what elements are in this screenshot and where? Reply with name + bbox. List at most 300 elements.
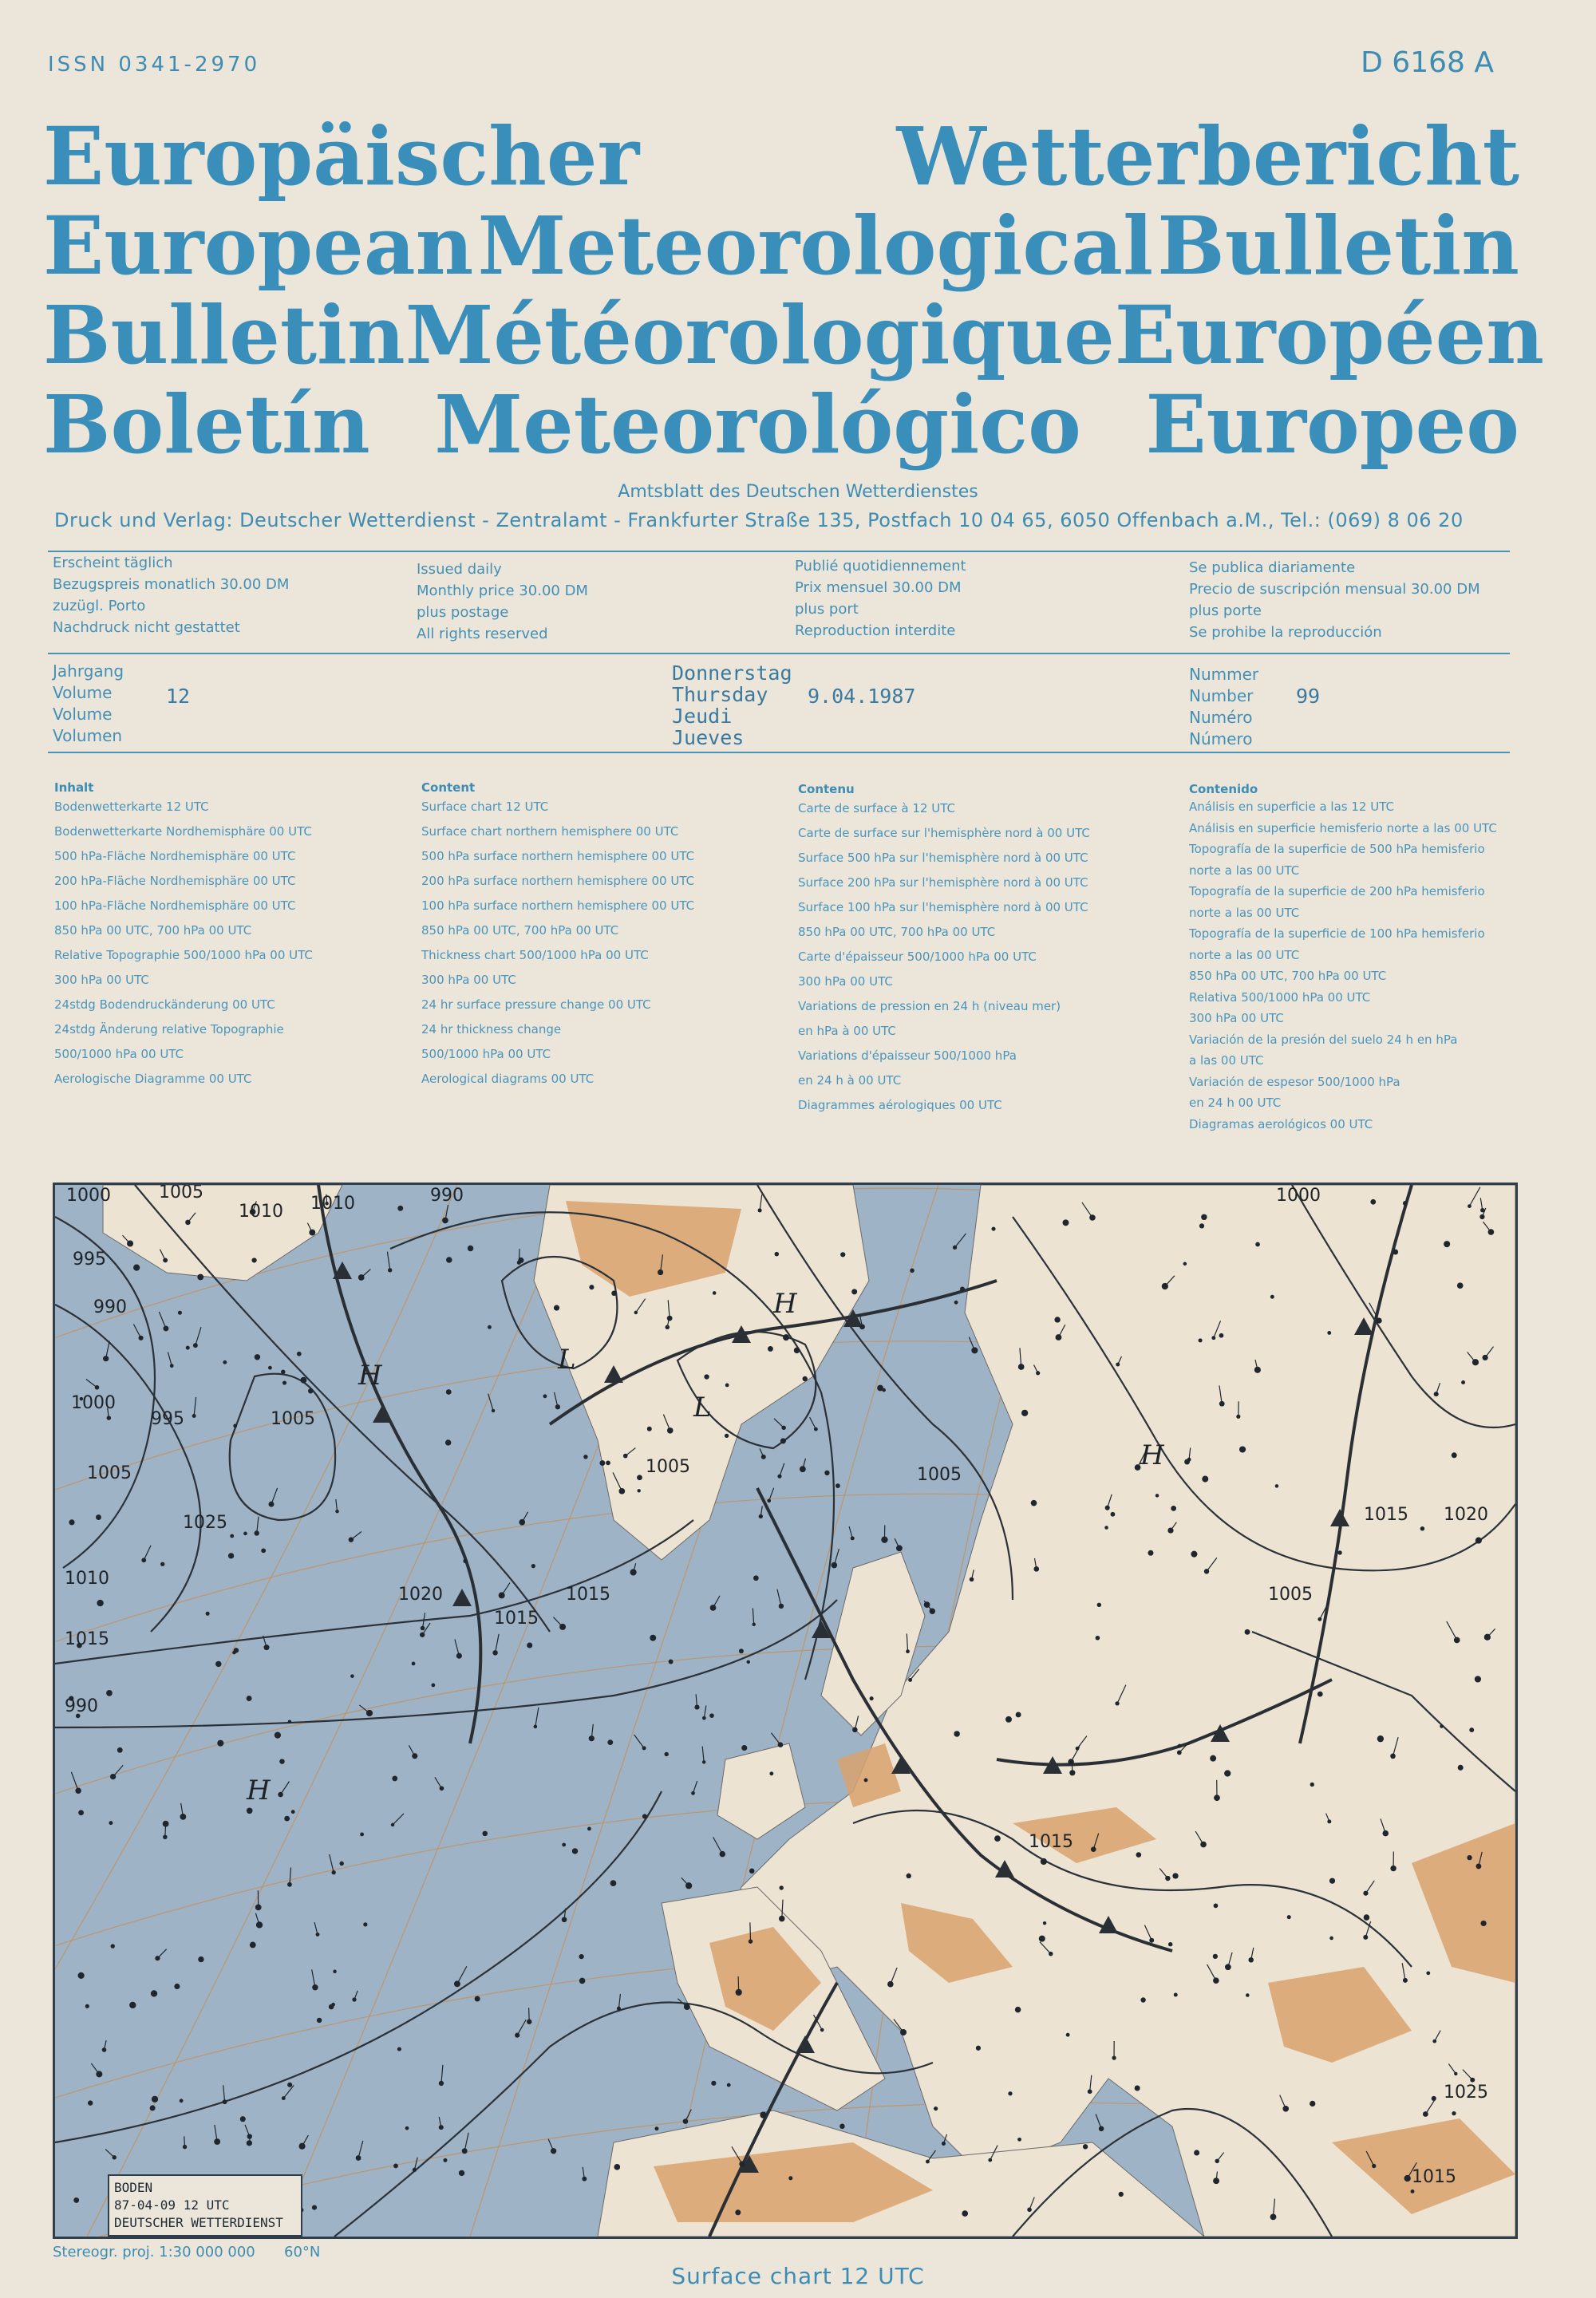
- wind-barb: [393, 1814, 404, 1825]
- station-marker: [261, 1548, 266, 1553]
- station-marker: [1214, 1904, 1219, 1909]
- station-marker: [233, 1424, 237, 1428]
- title-word: Wetterbericht: [896, 109, 1519, 203]
- station-marker: [761, 1455, 766, 1459]
- contents-item: 500 hPa surface northern hemisphere 00 UTC: [421, 849, 695, 863]
- surface-weather-map: [53, 1183, 1518, 2239]
- station-marker: [356, 2155, 361, 2161]
- station-marker: [519, 1519, 525, 1526]
- station-marker: [725, 1384, 729, 1388]
- pressure-center-label: H: [773, 1288, 797, 1320]
- publisher-line: Druck und Verlag: Deutscher Wetterdienst - Zentralamt - Frankfurter Straße 135, Postfach 10 04 65, 6050 Offenbach a.M., Tel.: (069) 8 06 20: [54, 509, 1464, 531]
- station-marker: [665, 1752, 669, 1756]
- station-marker: [562, 1843, 566, 1847]
- station-marker: [360, 1832, 364, 1836]
- info-line: Publié quotidiennement: [795, 558, 966, 574]
- number-label: Numéro: [1189, 708, 1253, 727]
- contents-item: 24 hr surface pressure change 00 UTC: [421, 997, 651, 1012]
- station-marker: [329, 2004, 334, 2010]
- isobar-label: 1020: [398, 1585, 443, 1605]
- station-marker: [954, 1731, 959, 1736]
- station-marker: [1015, 2007, 1021, 2013]
- contents-item: Variación de la presión del suelo 24 h en hPa: [1189, 1032, 1458, 1047]
- title-word: Météorologique: [405, 288, 1115, 382]
- station-marker: [75, 1787, 81, 1793]
- station-marker: [73, 2197, 79, 2203]
- station-marker: [1444, 1241, 1450, 1247]
- station-marker: [109, 1821, 113, 1825]
- front-symbol: [373, 1405, 392, 1423]
- station-marker: [976, 2046, 981, 2051]
- masthead-titles: [43, 109, 1544, 472]
- station-marker: [777, 1475, 781, 1479]
- contents-item: en 24 h à 00 UTC: [798, 1073, 902, 1088]
- wind-barb: [86, 1380, 97, 1388]
- station-marker: [1200, 1842, 1207, 1848]
- station-marker: [393, 2164, 398, 2169]
- contents-item: Diagramas aerológicos 00 UTC: [1189, 1116, 1373, 1131]
- station-marker: [228, 1553, 234, 1558]
- contents-heading: Contenu: [798, 782, 855, 796]
- contents-item: 850 hPa 00 UTC, 700 hPa 00 UTC: [798, 925, 996, 939]
- wind-barb: [105, 2150, 114, 2158]
- station-marker: [669, 1660, 674, 1664]
- station-marker: [1458, 1765, 1464, 1771]
- contents-item: Relative Topographie 500/1000 hPa 00 UTC: [54, 948, 313, 962]
- station-marker: [647, 1427, 652, 1431]
- issn-number: ISSN 0341-2970: [48, 53, 261, 77]
- info-line: Precio de suscripción mensual 30.00 DM: [1189, 581, 1480, 598]
- station-marker: [1337, 1550, 1341, 1554]
- wind-barb: [330, 1854, 334, 1873]
- contents-item: norte a las 00 UTC: [1189, 863, 1300, 878]
- isobar-label: 1005: [917, 1465, 962, 1485]
- station-marker: [180, 2099, 184, 2103]
- wind-barb: [359, 1705, 369, 1713]
- station-marker: [1119, 2192, 1124, 2197]
- volume-label: Volume: [53, 683, 113, 702]
- wind-barb: [361, 1269, 371, 1277]
- station-marker: [1135, 2086, 1140, 2091]
- contents-item: 300 hPa 00 UTC: [421, 973, 516, 987]
- station-marker: [282, 1380, 286, 1384]
- station-marker: [638, 1489, 641, 1492]
- station-marker: [882, 1388, 886, 1392]
- station-marker: [1476, 1538, 1482, 1544]
- station-marker: [247, 1696, 252, 1701]
- station-marker: [1168, 1942, 1172, 1946]
- station-marker: [178, 1311, 182, 1315]
- wind-barb: [283, 2085, 294, 2098]
- station-marker: [397, 1206, 403, 1211]
- station-marker: [747, 1660, 750, 1664]
- station-marker: [1171, 1506, 1176, 1511]
- station-marker: [1452, 1452, 1457, 1458]
- station-marker: [1104, 1526, 1108, 1530]
- isobar-line: [230, 1374, 335, 1520]
- station-marker: [1219, 1333, 1224, 1338]
- contents-item: Aerologische Diagramme 00 UTC: [54, 1072, 252, 1086]
- station-marker: [727, 2083, 731, 2087]
- number-label: Número: [1189, 729, 1253, 748]
- wind-barb: [281, 1782, 290, 1795]
- station-marker: [637, 1475, 642, 1480]
- station-marker: [234, 1648, 239, 1652]
- isobar-label: 995: [73, 1250, 106, 1269]
- contents-item: 24stdg Änderung relative Topographie: [54, 1022, 284, 1036]
- station-marker: [1317, 1617, 1321, 1621]
- isobar-label: 1020: [1444, 1505, 1488, 1525]
- weekday-label: Donnerstag: [672, 661, 792, 685]
- station-marker: [1096, 1636, 1100, 1641]
- station-marker: [317, 2018, 322, 2023]
- wind-barb: [196, 1327, 201, 1345]
- station-marker: [824, 1471, 829, 1475]
- info-line: All rights reserved: [417, 626, 548, 642]
- info-line: Se prohibe la reproducción: [1189, 624, 1382, 641]
- station-marker: [1136, 1852, 1142, 1858]
- station-marker: [133, 1265, 140, 1271]
- station-marker: [247, 1807, 253, 1814]
- contents-item: 100 hPa-Fläche Nordhemisphäre 00 UTC: [54, 898, 296, 913]
- station-marker: [753, 1575, 759, 1581]
- station-marker: [1255, 1242, 1260, 1247]
- wind-barb: [1096, 2114, 1101, 2128]
- contents-item: a las 00 UTC: [1189, 1053, 1264, 1068]
- station-marker: [1329, 1878, 1335, 1884]
- station-marker: [152, 2096, 158, 2103]
- wind-barb: [409, 1745, 414, 1755]
- title-word: Meteorológico: [434, 377, 1081, 472]
- isobar-label: 1015: [566, 1585, 610, 1605]
- station-marker: [725, 1434, 729, 1438]
- station-marker: [475, 1996, 480, 2001]
- title-french: [43, 288, 1544, 382]
- station-marker: [1457, 1282, 1464, 1289]
- station-marker: [1426, 1971, 1430, 1975]
- pressure-center-label: L: [558, 1344, 576, 1376]
- station-marker: [780, 1438, 786, 1443]
- station-marker: [1172, 1873, 1178, 1878]
- contents-item: Bodenwetterkarte 12 UTC: [54, 800, 209, 814]
- station-marker: [1224, 1770, 1231, 1776]
- isobar-label: 990: [430, 1186, 464, 1206]
- contents-de: [54, 780, 397, 1092]
- station-marker: [768, 1346, 773, 1352]
- publication-info-de: [53, 552, 404, 638]
- publication-info-en: [417, 559, 768, 645]
- weekday-label: Jueves: [672, 726, 745, 749]
- map-info-line: DEUTSCHER WETTERDIENST: [114, 2215, 283, 2230]
- station-marker: [518, 1258, 523, 1263]
- station-marker: [186, 1346, 190, 1350]
- station-marker: [1317, 1692, 1323, 1697]
- station-marker: [1370, 1199, 1376, 1205]
- station-marker: [197, 1274, 203, 1281]
- isobar-label: 1010: [65, 1569, 109, 1589]
- station-marker: [960, 1287, 965, 1292]
- wind-barb: [387, 1252, 389, 1270]
- wind-barb: [144, 1546, 151, 1561]
- isobar-label: 1005: [271, 1409, 315, 1429]
- station-marker: [397, 2047, 401, 2051]
- isobar-label: 1000: [71, 1393, 116, 1413]
- wind-barb: [113, 1765, 124, 1776]
- map-graphic: [55, 1185, 1515, 2237]
- station-marker: [1310, 1783, 1314, 1787]
- station-marker: [543, 1394, 547, 1398]
- contents-item: 500/1000 hPa 00 UTC: [421, 1047, 551, 1061]
- station-marker: [445, 1439, 451, 1445]
- contents-item: Aerological diagrams 00 UTC: [421, 1072, 595, 1086]
- wind-barb: [634, 1735, 644, 1748]
- station-marker: [1310, 2101, 1315, 2106]
- isobar-label: 1005: [1268, 1585, 1313, 1605]
- station-marker: [769, 1771, 773, 1775]
- contents-list: [54, 795, 397, 1092]
- station-marker: [954, 1301, 958, 1305]
- contents-item: 850 hPa 00 UTC, 700 hPa 00 UTC: [54, 923, 252, 938]
- contents-item: 300 hPa 00 UTC: [798, 974, 893, 989]
- station-marker: [217, 1740, 223, 1747]
- isobar-label: 990: [65, 1696, 98, 1716]
- contents-item: 24stdg Bodendruckänderung 00 UTC: [54, 997, 275, 1012]
- station-marker: [642, 1814, 647, 1818]
- publication-info-es: [1189, 557, 1548, 643]
- contents-item: Surface 200 hPa sur l'hemisphère nord à 00 UTC: [798, 875, 1088, 890]
- station-marker: [297, 1352, 302, 1356]
- station-marker: [749, 1869, 754, 1874]
- station-marker: [69, 1519, 74, 1525]
- station-marker: [579, 1978, 586, 1984]
- station-marker: [1270, 1295, 1274, 1299]
- station-marker: [309, 1230, 315, 1236]
- wind-barb: [517, 2020, 526, 2035]
- station-marker: [1376, 1317, 1381, 1323]
- map-info-box: [108, 2174, 302, 2237]
- station-marker: [1005, 1716, 1012, 1723]
- info-line: Prix mensuel 30.00 DM: [795, 579, 962, 596]
- station-marker: [650, 1635, 656, 1641]
- station-marker: [1372, 2164, 1376, 2168]
- station-marker: [251, 1258, 256, 1262]
- wind-barb: [681, 1877, 689, 1885]
- isobar-label: 1015: [1029, 1832, 1073, 1852]
- station-marker: [96, 1514, 101, 1520]
- station-marker: [864, 1778, 868, 1782]
- volume-label: Volumen: [53, 726, 123, 745]
- divider: [48, 752, 1510, 753]
- station-marker: [463, 1559, 468, 1564]
- station-marker: [363, 1922, 367, 1926]
- info-line: plus porte: [1189, 602, 1262, 619]
- isobar-label: 1005: [159, 1185, 203, 1202]
- station-marker: [468, 1246, 473, 1251]
- isobar-label: 1010: [310, 1194, 355, 1214]
- info-line: Se publica diariamente: [1189, 559, 1356, 576]
- station-marker: [350, 1674, 354, 1678]
- station-marker: [163, 1821, 169, 1827]
- station-marker: [163, 1325, 168, 1331]
- station-marker: [1140, 1997, 1145, 2002]
- station-marker: [589, 1285, 594, 1289]
- contents-item: Topografía de la superficie de 100 hPa hemisferio: [1189, 926, 1485, 941]
- station-marker: [803, 1376, 808, 1381]
- title-word: Europäischer: [43, 109, 640, 203]
- isobar-label: 1015: [65, 1629, 109, 1649]
- station-marker: [531, 1564, 535, 1568]
- contents-item: Análisis en superficie a las 12 UTC: [1189, 800, 1394, 814]
- wind-barb: [529, 2008, 530, 2021]
- station-marker: [206, 1612, 210, 1616]
- contents-item: norte a las 00 UTC: [1189, 947, 1300, 962]
- station-marker: [339, 1862, 343, 1866]
- title-word: Meteorological: [477, 199, 1154, 293]
- station-marker: [223, 1360, 227, 1364]
- station-marker: [991, 1227, 995, 1231]
- title-word: European: [43, 199, 474, 293]
- station-marker: [1329, 1937, 1333, 1941]
- weekday-label: Thursday: [672, 683, 768, 706]
- station-marker: [587, 1827, 591, 1831]
- contents-item: norte a las 00 UTC: [1189, 905, 1300, 920]
- station-marker: [606, 1460, 610, 1465]
- station-marker: [711, 2081, 716, 2086]
- wind-barb: [834, 1549, 839, 1565]
- station-marker: [851, 1289, 857, 1294]
- station-marker: [1481, 1921, 1487, 1926]
- isobar-label: 1000: [66, 1186, 111, 1206]
- wind-barb: [194, 1397, 196, 1416]
- wind-barb: [245, 2125, 250, 2137]
- contents-item: Topografía de la superficie de 200 hPa hemisferio: [1189, 884, 1485, 898]
- contents-list: [1189, 796, 1540, 1135]
- wind-barb: [702, 1747, 704, 1763]
- station-marker: [278, 1792, 283, 1798]
- wind-barb: [302, 2135, 309, 2146]
- contents-list: [798, 796, 1165, 1118]
- info-line: Monthly price 30.00 DM: [417, 582, 588, 599]
- station-marker: [800, 1466, 806, 1472]
- station-marker: [454, 1980, 460, 1987]
- map-caption: Surface chart 12 UTC: [671, 2263, 925, 2289]
- info-line: Nachdruck nicht gestattet: [53, 619, 240, 636]
- contents-item: Topografía de la superficie de 500 hPa hemisferio: [1189, 842, 1485, 856]
- station-marker: [97, 1600, 103, 1606]
- station-marker: [1099, 2126, 1104, 2132]
- station-marker: [446, 1257, 452, 1263]
- station-marker: [405, 2126, 409, 2130]
- station-marker: [1452, 2111, 1456, 2115]
- info-line: Bezugspreis monatlich 30.00 DM: [53, 576, 290, 593]
- contents-item: Diagrammes aérologiques 00 UTC: [798, 1098, 1002, 1112]
- contents-heading: Contenido: [1189, 782, 1258, 796]
- station-marker: [907, 1874, 911, 1878]
- isobar-label: 995: [151, 1409, 184, 1429]
- contents-item: Bodenwetterkarte Nordhemisphäre 00 UTC: [54, 824, 312, 839]
- station-marker: [572, 1848, 578, 1854]
- wind-barb: [358, 2141, 363, 2158]
- station-marker: [971, 1347, 978, 1353]
- station-marker: [924, 1601, 930, 1608]
- isobar-label: 1025: [183, 1513, 227, 1533]
- station-marker: [1097, 1603, 1101, 1607]
- volume-label: Volume: [53, 705, 113, 724]
- postal-code: D 6168 A: [1361, 46, 1494, 79]
- station-marker: [117, 1747, 123, 1753]
- wind-barb: [91, 2063, 99, 2074]
- station-marker: [794, 1348, 800, 1353]
- station-marker: [459, 2170, 464, 2176]
- contents-fr: [798, 782, 1165, 1118]
- station-marker: [111, 1944, 115, 1948]
- station-marker: [1461, 1380, 1465, 1384]
- contents-item: Surface 100 hPa sur l'hemisphère nord à 00 UTC: [798, 900, 1088, 914]
- contents-item: Variación de espesor 500/1000 hPa: [1189, 1074, 1400, 1089]
- station-marker: [193, 1343, 198, 1348]
- volume-label: Jahrgang: [53, 661, 124, 681]
- station-marker: [482, 1831, 488, 1837]
- station-marker: [1287, 1915, 1291, 1919]
- issue-date: 9.04.1987: [808, 685, 916, 708]
- wind-barb: [522, 1512, 527, 1522]
- wind-barb: [704, 1705, 706, 1718]
- station-marker: [1404, 2175, 1410, 2182]
- station-marker: [607, 1739, 613, 1745]
- station-marker: [1017, 2138, 1021, 2142]
- station-marker: [1111, 1512, 1116, 1517]
- station-marker: [78, 1972, 85, 1979]
- station-marker: [962, 2210, 968, 2217]
- wind-barb: [713, 1837, 723, 1854]
- station-marker: [281, 1370, 286, 1375]
- number-labels: [1189, 664, 1309, 750]
- station-marker: [279, 1759, 284, 1763]
- station-marker: [1066, 2033, 1070, 2037]
- wind-barb: [435, 1777, 442, 1788]
- station-marker: [1246, 1993, 1250, 1997]
- station-marker: [1039, 1936, 1045, 1942]
- wind-barb: [157, 1949, 166, 1958]
- isobar-label: 1005: [87, 1463, 132, 1483]
- contents-heading: Content: [421, 780, 476, 795]
- station-marker: [934, 2106, 938, 2110]
- station-marker: [683, 2118, 689, 2124]
- latitude-note: 60°N: [284, 2244, 321, 2260]
- contents-item: 24 hr thickness change: [421, 1022, 562, 1036]
- contents-item: en 24 h 00 UTC: [1189, 1096, 1282, 1110]
- contents-item: Carte de surface à 12 UTC: [798, 801, 955, 815]
- station-marker: [392, 1776, 397, 1782]
- station-marker: [264, 1645, 270, 1650]
- contents-item: Análisis en superficie hemisferio norte a las 00 UTC: [1189, 820, 1497, 835]
- station-marker: [243, 1532, 247, 1536]
- info-line: plus port: [795, 601, 859, 618]
- wind-barb: [780, 1463, 784, 1476]
- wind-barb: [555, 1392, 558, 1407]
- station-marker: [499, 1592, 505, 1598]
- contents-item: en hPa à 00 UTC: [798, 1024, 896, 1038]
- station-marker: [739, 2161, 745, 2166]
- station-marker: [1245, 1629, 1250, 1635]
- station-marker: [832, 1562, 838, 1569]
- station-marker: [788, 2176, 792, 2180]
- wind-barb: [223, 2085, 225, 2102]
- station-marker: [198, 1956, 203, 1962]
- station-marker: [1041, 1858, 1047, 1865]
- wind-barb: [849, 1526, 852, 1538]
- wind-barb: [713, 1596, 720, 1608]
